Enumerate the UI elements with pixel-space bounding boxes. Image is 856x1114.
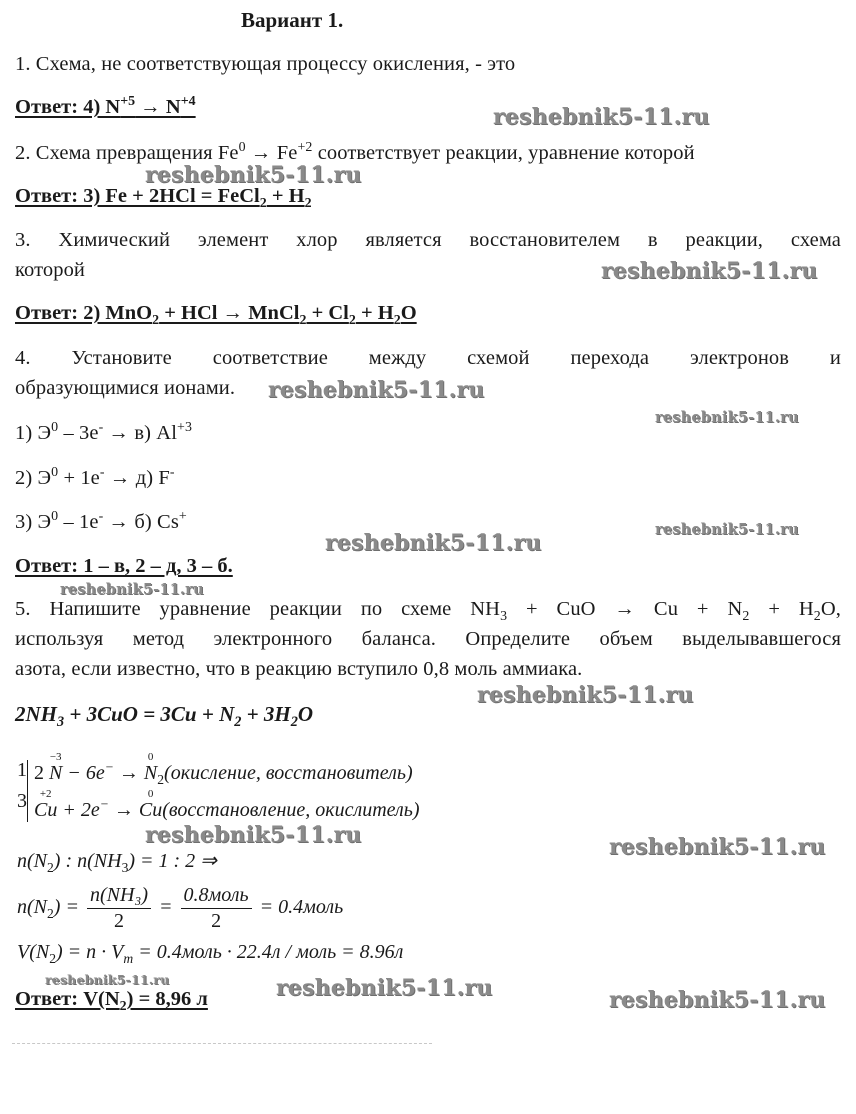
- watermark: reshebnik5-11.ru: [655, 521, 799, 538]
- watermark: reshebnik5-11.ru: [268, 377, 485, 403]
- answer-3: Ответ: 2) MnO$_2$ + HCl → MnCl$_2$ + $Cl_2 + H_2O$: [15, 302, 417, 329]
- question-3-line-2: которой: [15, 259, 86, 281]
- match-item-3: 3) $Э^0 - 1e^- \to б$) Cs+: [15, 509, 187, 533]
- answer-2: Ответ: 3) Fe + 2HCl = FeCl$_2$ + $H_2$: [15, 185, 312, 212]
- answer-5: Ответ: $V(N_2) = 8,96$ л: [15, 988, 208, 1015]
- question-5-line-2: используя метод электронного баланса. Определите объем выделывавшегося: [15, 628, 841, 650]
- answer-4: Ответ: 1 – в, 2 – д, 3 – б.: [15, 555, 233, 577]
- question-1: 1. Схема, не соответствующая процессу окисления, - это: [15, 53, 516, 75]
- watermark: reshebnik5-11.ru: [601, 258, 818, 284]
- watermark: reshebnik5-11.ru: [276, 975, 493, 1001]
- balance-bracket: [27, 760, 28, 822]
- half-reaction-oxidation: 2 −3 N − 6e− → 0 $N_2(окисление$, восстановитель): [34, 751, 413, 787]
- balance-coef-1: 1: [17, 759, 27, 781]
- reaction-equation: $2NH_3 + 3CuO = 3Cu + N_2 + 3H_2O$: [15, 702, 314, 731]
- half-reaction-reduction: +2 Cu + 2e− → 0 Cu(восстановление, окислитель): [34, 788, 420, 821]
- match-item-1: 1) $Э^0 - 3e^- \to в$) $Al^{+3}$: [15, 420, 193, 444]
- page-title: Вариант 1.: [241, 8, 344, 32]
- watermark: reshebnik5-11.ru: [477, 682, 694, 708]
- nitrogen-volume: $V(N_2) = n \cdot V_m$ = 0.4моль · 22.4л / моль = 8.96л: [17, 941, 404, 966]
- question-4-line-1: 4. Установите соответствие между схемой перехода электронов и: [15, 347, 841, 369]
- question-5-line-3: азота, если известно, что в реакцию вступило 0,8 моль аммиака.: [15, 658, 583, 680]
- watermark: reshebnik5-11.ru: [655, 409, 799, 426]
- question-5-line-1: 5. Напишите уравнение реакции по схеме $NH_3$ + CuO → $Cu + N_2 + H_2O$,: [15, 598, 842, 625]
- watermark: reshebnik5-11.ru: [609, 987, 826, 1013]
- scan-artifact-line: [12, 1043, 432, 1044]
- question-3-line-1: 3. Химический элемент хлор является восстановителем в реакции, схема: [15, 229, 841, 251]
- balance-coef-2: 3: [17, 790, 27, 812]
- question-2: 2. Схема превращения $Fe^0 \to Fe^{+2}$ соответствует реакции, уравнение которой: [15, 140, 695, 164]
- watermark: reshebnik5-11.ru: [609, 834, 826, 860]
- watermark: reshebnik5-11.ru: [145, 162, 362, 188]
- nitrogen-moles: $n(N_2)$ = $\frac{\text{n(NH₃)}}{2}$ = $\frac{\text{0.8моль}}{2}$ = 0.4моль: [17, 884, 344, 932]
- watermark: reshebnik5-11.ru: [45, 972, 170, 987]
- watermark: reshebnik5-11.ru: [325, 530, 542, 556]
- question-4-line-2: образующимися ионами.: [15, 377, 236, 399]
- watermark: reshebnik5-11.ru: [60, 581, 204, 598]
- mole-ratio: $n(N_2)$ : $n(NH_3) = 1$ : 2 ⇒: [17, 850, 217, 875]
- match-item-2: 2) $Э^0 + 1e^- \to д$) F-: [15, 465, 175, 489]
- watermark: reshebnik5-11.ru: [145, 822, 362, 848]
- answer-1: Ответ: 4) $N^{+5} \to N^{+4}$: [15, 94, 196, 118]
- watermark: reshebnik5-11.ru: [493, 104, 710, 130]
